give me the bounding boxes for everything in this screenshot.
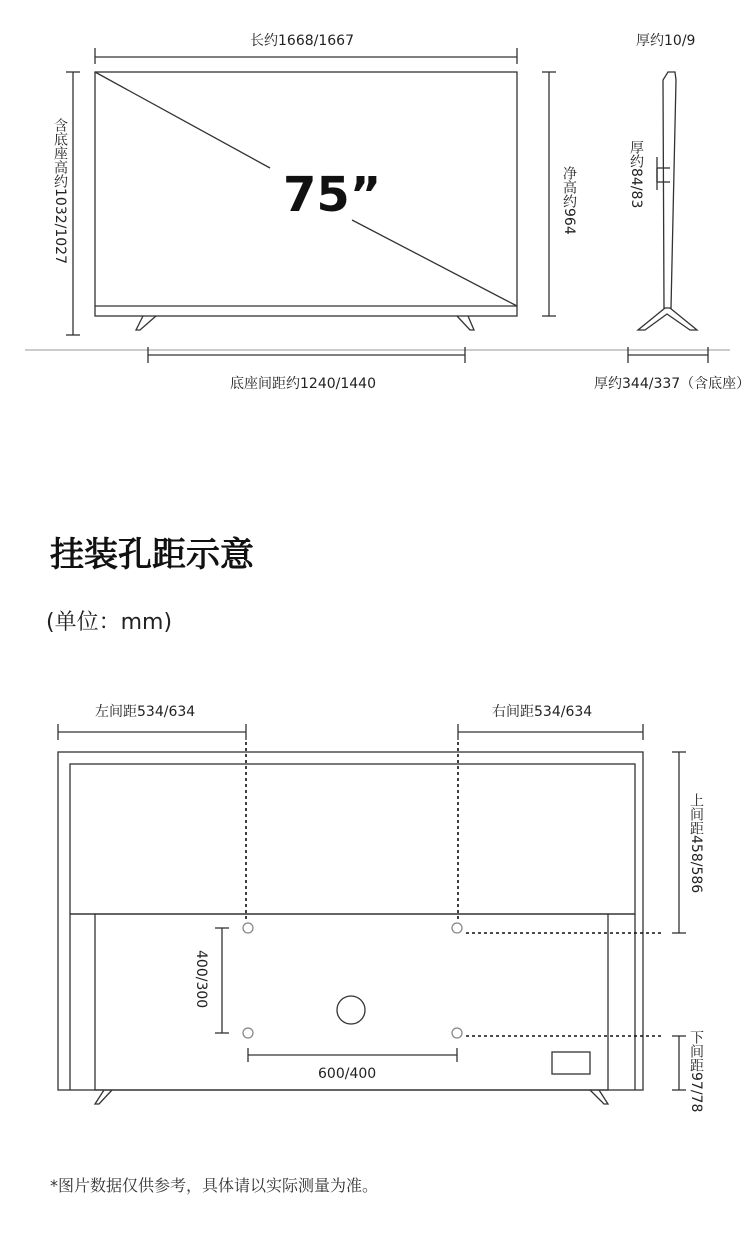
unit-label: (单位：mm) <box>46 610 173 635</box>
vertical-hole-dimension-line <box>215 928 229 1033</box>
width-dimension-line <box>95 48 517 64</box>
stand-spacing-dimension-line <box>148 347 465 363</box>
top-spacing-label: 上间距458/586 <box>688 793 704 894</box>
back-stand-feet <box>95 1090 608 1104</box>
width-label: 长约1668/1667 <box>250 33 354 49</box>
screen-size: 75” <box>283 167 382 223</box>
tv-back-outline <box>58 752 643 1090</box>
section-title: 挂装孔距示意 <box>50 535 254 575</box>
tv-stand-feet <box>136 316 474 330</box>
center-port-circle <box>337 996 365 1024</box>
tv-side-outline <box>638 72 697 330</box>
right-spacing-dimension-line <box>458 724 643 740</box>
net-height-dimension-line <box>542 72 556 316</box>
height-with-stand-dimension-line <box>66 72 80 335</box>
left-spacing-label: 左间距534/634 <box>95 704 196 720</box>
bottom-spacing-dimension-line <box>672 1036 686 1090</box>
left-spacing-dimension-line <box>58 724 246 740</box>
stand-spacing-label: 底座间距约1240/1440 <box>230 376 376 392</box>
stand-depth-label: 厚约344/337（含底座） <box>594 376 750 392</box>
net-height-label: 净高约964 <box>561 166 577 235</box>
stand-depth-dimension-line <box>628 347 708 363</box>
top-thickness-label: 厚约10/9 <box>636 33 696 49</box>
bottom-spacing-label: 下间距97/78 <box>688 1030 704 1113</box>
mount-holes <box>243 923 462 1038</box>
horizontal-hole-label: 600/400 <box>318 1066 377 1082</box>
height-with-stand-label: 含底座高约1032/1027 <box>52 118 68 264</box>
footnote: *图片数据仅供参考，具体请以实际测量为准。 <box>50 1176 379 1195</box>
vertical-hole-label: 400/300 <box>193 950 209 1009</box>
top-spacing-dimension-line <box>672 752 686 933</box>
body-thickness-label: 厚约84/83 <box>628 140 644 209</box>
horizontal-hole-dimension-line <box>248 1048 457 1062</box>
back-io-box <box>552 1052 590 1074</box>
right-spacing-label: 右间距534/634 <box>492 704 593 720</box>
dashed-guide-lines <box>246 742 662 1036</box>
